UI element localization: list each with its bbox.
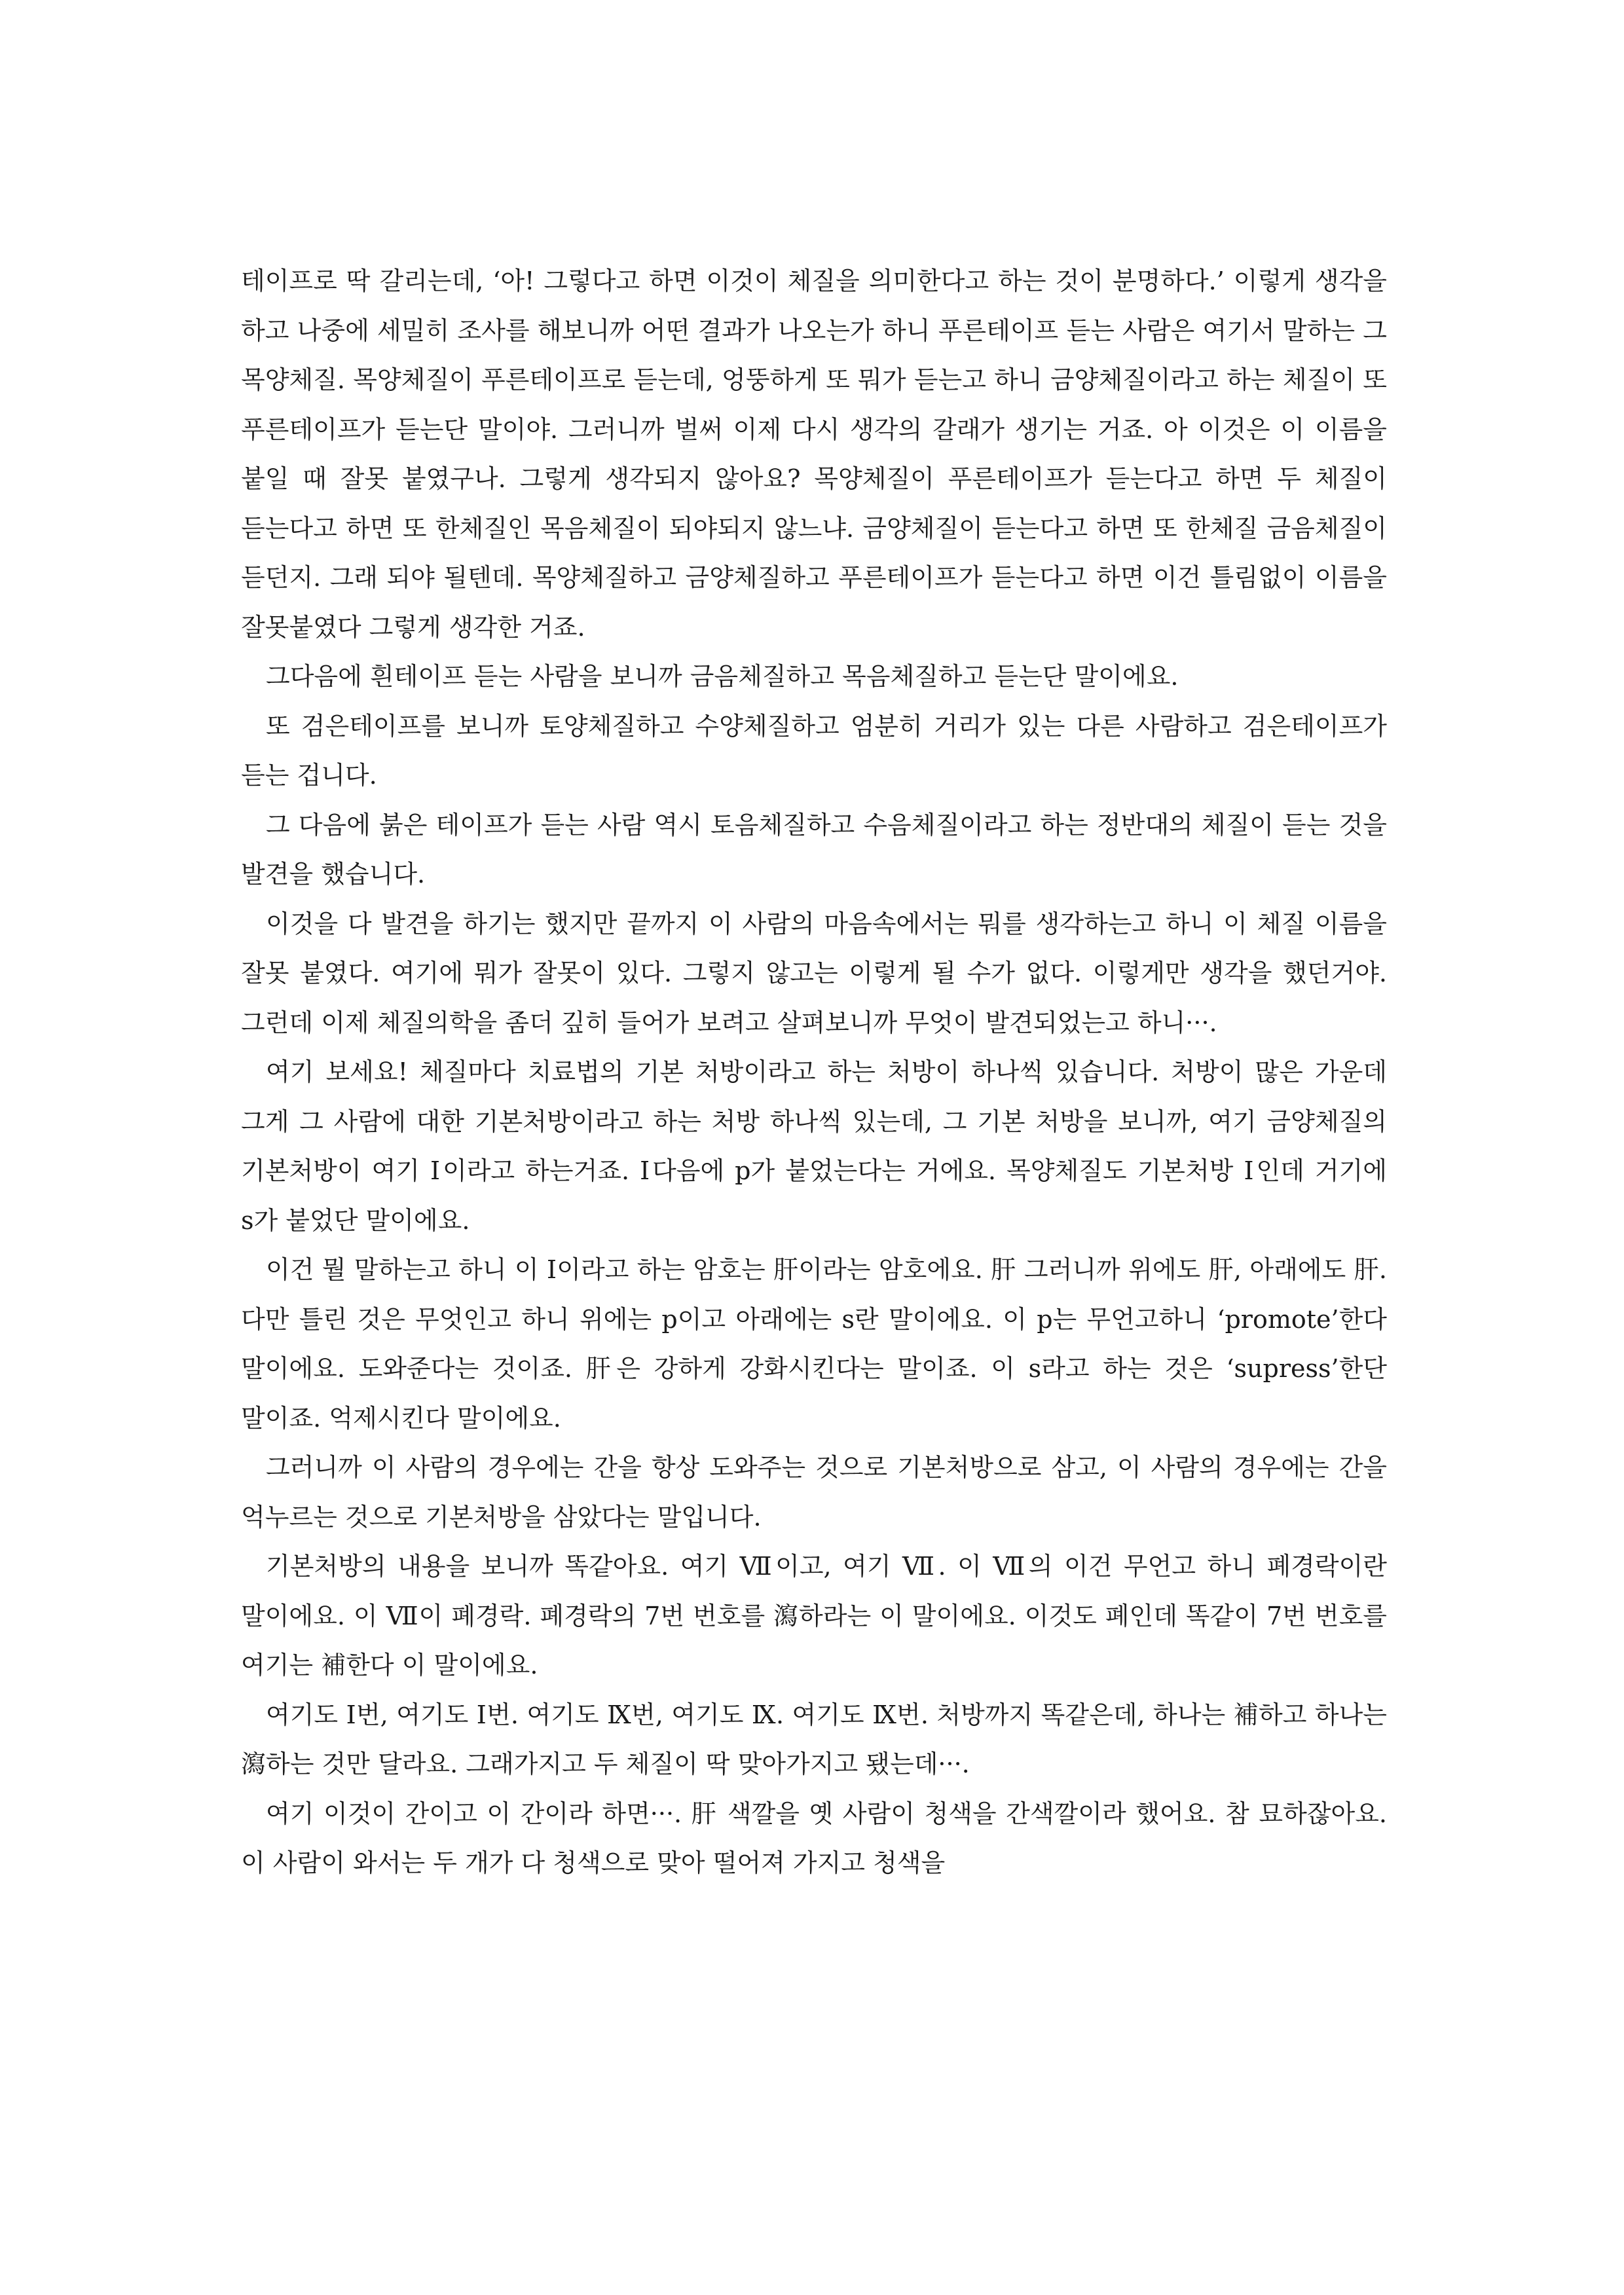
paragraph-4: 그 다음에 붉은 테이프가 듣는 사람 역시 토음체질하고 수음체질이라고 하는 정반대의 체질이 듣는 것을 발견을 했습니다.	[241, 810, 1387, 889]
paragraph-5: 이것을 다 발견을 하기는 했지만 끝까지 이 사람의 마음속에서는 뭐를 생각하는고 하니 이 체질 이름을 잘못 붙였다. 여기에 뭐가 잘못이 있다. 그렇지 않고는 이렇게 될 수가 없다. 이렇게만 생각을 했던거야. 그런데 이제 체질의학을 좀더 깊히 들어가 보려고 살펴보니까 무엇이 발견되었는고 하니···.	[241, 909, 1387, 1037]
paragraph-11: 여기 이것이 간이고 이 간이라 하면···. 肝 색깔을 옛 사람이 청색을 간색깔이라 했어요. 참 묘하잖아요. 이 사람이 와서는 두 개가 다 청색으로 맞아 떨어져 가지고 청색을	[241, 1799, 1387, 1877]
paragraph-1: 테이프로 딱 갈리는데, ‘아! 그렇다고 하면 이것이 체질을 의미한다고 하는 것이 분명하다.’ 이렇게 생각을 하고 나중에 세밀히 조사를 해보니까 어떤 결과가 나오는가 하니 푸른테이프 듣는 사람은 여기서 말하는 그 목양체질. 목양체질이 푸른테이프로 듣는데, 엉뚱하게 또 뭐가 듣는고 하니 금양체질이라고 하는 체질이 또 푸른테이프가 듣는단 말이야. 그러니까 벌써 이제 다시 생각의 갈래가 생기는 거죠. 아 이것은 이 이름을 붙일 때 잘못 붙였구나. 그렇게 생각되지 않아요? 목양체질이 푸른테이프가 듣는다고 하면 두 체질이 듣는다고 하면 또 한체질인 목음체질이 되야되지 않느냐. 금양체질이 듣는다고 하면 또 한체질 금음체질이 듣던지. 그래 되야 될텐데. 목양체질하고 금양체질하고 푸른테이프가 듣는다고 하면 이건 틀림없이 이름을 잘못붙였다 그렇게 생각한 거죠.	[241, 266, 1387, 642]
paragraph-2: 그다음에 흰테이프 듣는 사람을 보니까 금음체질하고 목음체질하고 듣는단 말이에요.	[266, 662, 1179, 691]
paragraph-8: 그러니까 이 사람의 경우에는 간을 항상 도와주는 것으로 기본처방으로 삼고, 이 사람의 경우에는 간을 억누르는 것으로 기본처방을 삼았다는 말입니다.	[241, 1453, 1387, 1532]
paragraph-3: 또 검은테이프를 보니까 토양체질하고 수양체질하고 엄분히 거리가 있는 다른 사람하고 검은테이프가 듣는 겁니다.	[241, 711, 1387, 790]
paragraph-7: 이건 뭘 말하는고 하니 이 Ⅰ이라고 하는 암호는 肝이라는 암호에요. 肝 그러니까 위에도 肝, 아래에도 肝. 다만 틀린 것은 무엇인고 하니 위에는 p이고 아래에는 s란 말이에요. 이 p는 무언고하니 ‘promote’한다 말이에요. 도와준다는 것이죠. 肝은 강하게 강화시킨다는 말이죠. 이 s라고 하는 것은 ‘supress’한단 말이죠. 억제시킨다 말이에요.	[241, 1255, 1387, 1433]
paragraph-10: 여기도 Ⅰ번, 여기도 Ⅰ번. 여기도 Ⅸ번, 여기도 Ⅸ. 여기도 Ⅸ번. 처방까지 똑같은데, 하나는 補하고 하나는 瀉하는 것만 달라요. 그래가지고 두 체질이 딱 맞아가지고 됐는데···.	[241, 1700, 1387, 1778]
body-text	[241, 257, 1387, 1888]
paragraph-9: 기본처방의 내용을 보니까 똑같아요. 여기 Ⅶ이고, 여기 Ⅶ. 이 Ⅶ의 이건 무언고 하니 폐경락이란 말이에요. 이 Ⅶ이 폐경락. 폐경락의 7번 번호를 瀉하라는 이 말이에요. 이것도 폐인데 똑같이 7번 번호를 여기는 補한다 이 말이에요.	[241, 1552, 1387, 1680]
paragraph-6: 여기 보세요! 체질마다 치료법의 기본 처방이라고 하는 처방이 하나씩 있습니다. 처방이 많은 가운데 그게 그 사람에 대한 기본처방이라고 하는 처방 하나씩 있는데, 그 기본 처방을 보니까, 여기 금양체질의 기본처방이 여기 Ⅰ이라고 하는거죠. Ⅰ다음에 p가 붙었는다는 거에요. 목양체질도 기본처방 Ⅰ인데 거기에 s가 붙었단 말이에요.	[241, 1057, 1387, 1235]
